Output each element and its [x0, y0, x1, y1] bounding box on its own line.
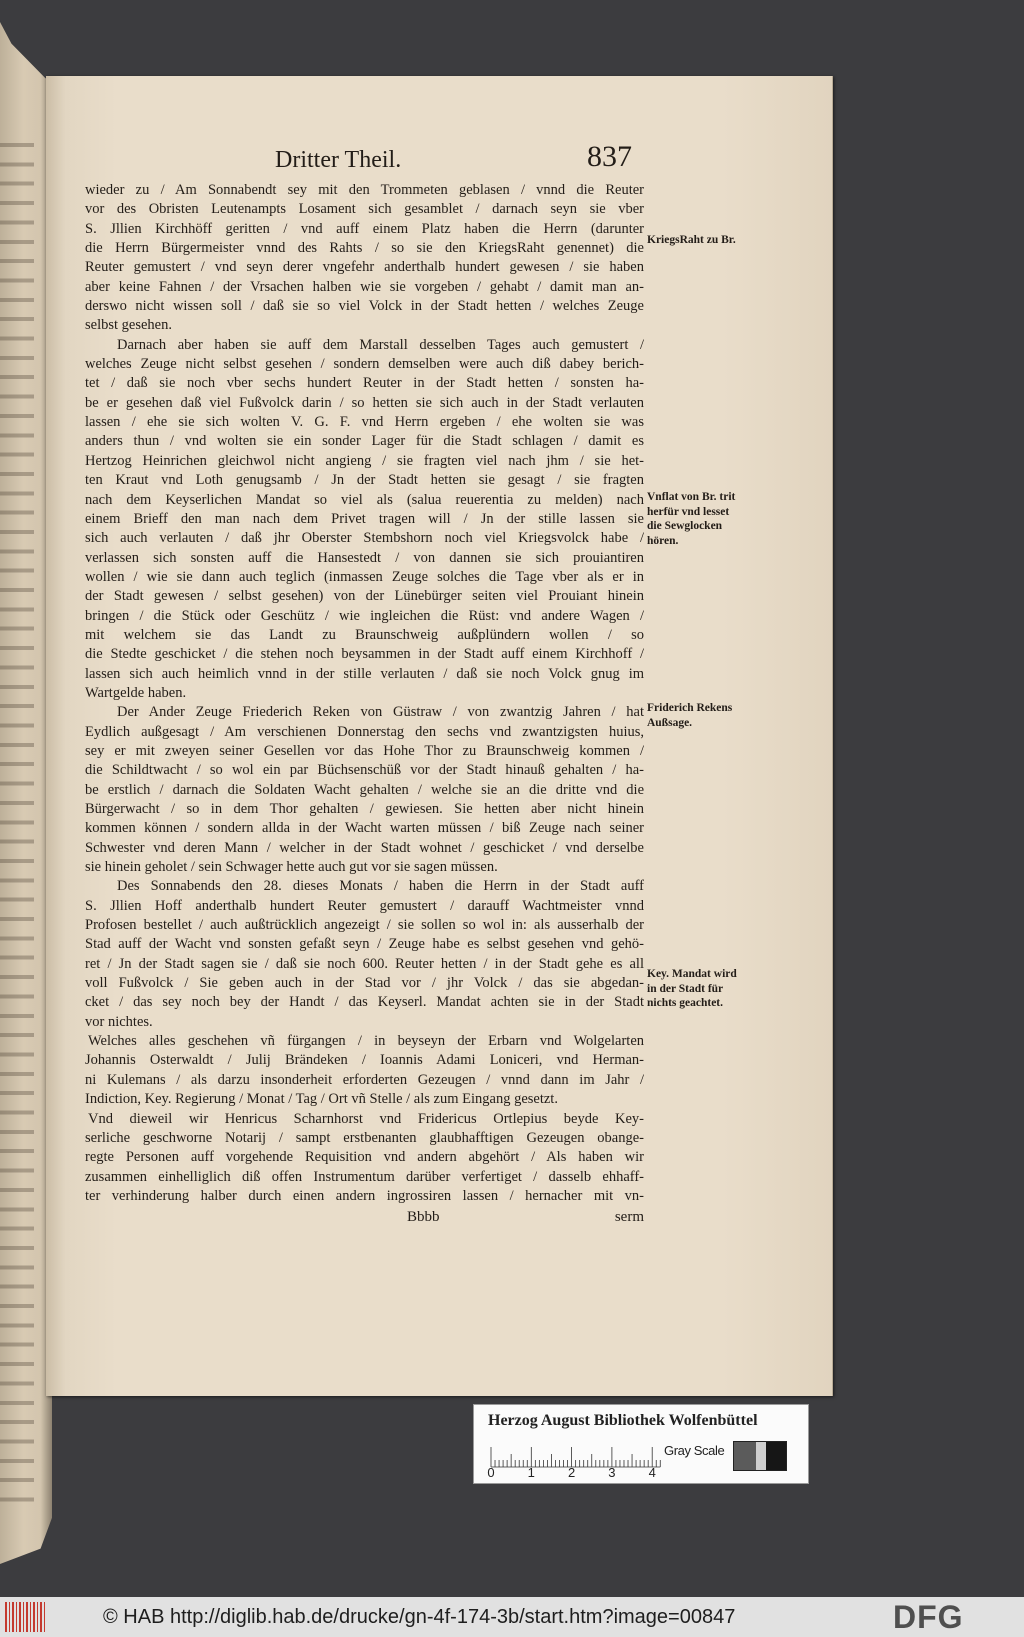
text-line: Reuter gemustert / vnd seyn derer vngefehr anderthalb hundert gewesen / sie haben [85, 259, 644, 276]
ruler-number: 4 [648, 1465, 656, 1480]
text-line: der Stadt gewesen / selbst gesehen) von der Lünebürger seiten viel Prouiant hinein [85, 588, 644, 605]
text-line: die Herrn Bürgermeister vnnd des Rahts / so sie den KriegsRaht genennet) die [85, 240, 644, 257]
text-line: Indiction, Key. Regierung / Monat / Tag / Ort vñ Stelle / als zum Eingang gesetzt. [85, 1091, 558, 1108]
text-line: anders thun / vnd wolten sie ein sonder Lager für die Stadt schlagen / damit es [85, 433, 644, 450]
marginal-note [647, 967, 817, 1011]
catchword-line [85, 1207, 644, 1227]
marginal-note-line: in der Stadt für [647, 982, 724, 995]
text-line: Profosen bestellet / auch außtrücklich angezeigt / sie sollen so wol in: als ausserhalb der [85, 917, 644, 934]
gray-step-light [756, 1442, 766, 1470]
marginal-note-line: hören. [647, 534, 679, 547]
text-line: mit welchem sie das Landt zu Braunschweig außplündern wollen / so [85, 626, 644, 643]
text-line: Eydlich außgesagt / Am verschienen Donnerstag den sechs vnd zwantzigsten huius, [85, 723, 644, 740]
paragraph [85, 703, 644, 877]
text-line: vor nichtes. [85, 1013, 153, 1030]
ruler-number: 3 [608, 1465, 616, 1480]
text-line: Des Sonnabends den 28. dieses Monats / haben die Herrn in der Stadt auff [117, 878, 644, 895]
text-line: ten Kraut vnd Loth genugsamb / Jn der Stadt hetten sie gesagt / sie fragten [85, 472, 644, 489]
marginal-note-line: Vnflat von Br. trit [647, 491, 736, 503]
marginal-note-line: Friderich Rekens [647, 702, 733, 714]
gray-scale-label: Gray Scale [664, 1443, 725, 1458]
text-line: S. Jllien Kirchhöff geritten / vnd auff einem Platz haben die Herrn (darunter [85, 220, 644, 237]
text-line: Vnd dieweil wir Henricus Scharnhorst vnd Fridericus Ortlepius beyde Key- [88, 1110, 644, 1127]
copyright-url: © HAB http://diglib.hab.de/drucke/gn-4f-174-3b/start.htm?image=00847 [103, 1606, 736, 1628]
text-line: wollen / wie sie dann auch teglich (inmassen Zeuge solches die Tage vber als er in [85, 568, 644, 585]
text-line: lassen / ehe sie sich wolten V. G. F. vnd Herrn ergeben / ehe wolten sie was [85, 414, 644, 431]
text-line: ret / Jn der Stadt sagen sie / daß sie noch 600. Reuter hetten / in der Stadt gehe es all [85, 955, 644, 972]
text-line: Hertzog Heinrichen gleichwol nicht angieng / sie fragten viel nach jhm / sie het- [85, 452, 644, 469]
text-line: tet / daß sie noch vber sechs hundert Reuter in der Stadt hetten / sonsten ha- [85, 375, 644, 392]
left-page-edge [0, 22, 52, 1564]
paragraph [85, 877, 644, 1032]
text-line: Bürgerwacht / so in dem Thor gehalten / gewiesen. Sie hetten aber nicht hinein [85, 801, 644, 817]
text-line: nach dem Keyserlichen Mandat so viel als (salua reuerentia zu melden) nach [85, 491, 644, 508]
book-page [46, 76, 833, 1396]
text-line: ter verhinderung halber durch einen andern ingrossiren lassen / hernacher mit vn- [85, 1187, 644, 1204]
left-page-text-fragments [0, 132, 34, 1512]
paragraph [85, 181, 644, 336]
paragraph [85, 1032, 644, 1109]
text-line: S. Jllien Hoff anderthalb hundert Reuter gemustert / darauff Wachtmeister vnnd [85, 897, 644, 914]
marginal-note-line: Key. Mandat wird [647, 968, 737, 980]
marginal-note [647, 490, 817, 548]
text-line: Welches alles geschehen vñ fürgangen / in beyseyn der Erbarn vnd Wolgelarten [88, 1033, 644, 1050]
catchword: serm [614, 1209, 644, 1225]
text-line: Der Ander Zeuge Friederich Reken von Güstraw / von zwantzig Jahren / hat [117, 704, 644, 721]
text-line: voll Fußvolck / Sie geben auch in der Stad vor / jhr Volck / das sie abgedan- [85, 975, 644, 992]
body-text [85, 181, 644, 1206]
text-line: bringen / die Stück oder Geschütz / wie ingleichen die Rüst: vnd andere Wagen / [85, 607, 644, 624]
text-line: die Schildtwacht / so wol ein par Büchsenschüß vor der Stadt hinauß gehalten / ha- [85, 762, 644, 779]
text-line: Stad auff der Wacht vnd sonsten gefaßt seyn / Zeuge habe es selbst gesehen vnd gehö- [85, 936, 644, 953]
text-line: die Stedte geschicket / die stehen noch beysammen in der Stadt auff einem Kirchhoff / [85, 646, 644, 663]
text-line: sey er mit zweyen seiner Gesellen vor das Hohe Thor zu Braunschweig kommen / [85, 742, 644, 759]
text-line: Wartgelde haben. [85, 684, 187, 701]
paragraph [85, 336, 644, 704]
dfg-logo: DFG [893, 1599, 964, 1635]
color-card [473, 1404, 809, 1484]
marginal-note-line: KriegsRaht zu Br. [647, 234, 736, 246]
ruler-number: 1 [527, 1465, 535, 1480]
hab-barcode-icon [5, 1602, 45, 1632]
text-line: sich auch verlauten / daß jhr Oberster Stembshorn noch viel Kriegsvolck habe / [85, 530, 644, 547]
marginal-note-line: nichts geachtet. [647, 997, 724, 1009]
color-card-title: Herzog August Bibliothek Wolfenbüttel [488, 1412, 758, 1429]
signature-mark: Bbbb [407, 1209, 440, 1225]
text-line: kommen können / sondern allda in der Wacht warten müssen / biß Zeuge nach seiner [85, 820, 644, 837]
text-line: Darnach aber haben sie auff dem Marstall desselben Tages auch gemustert / [117, 336, 644, 353]
paragraph [85, 1110, 644, 1207]
text-line: vor des Obristen Leutenampts Losament sich gesamblet / darnach seyn sie vber [85, 201, 644, 218]
page-number: 837 [587, 140, 632, 173]
text-line: wieder zu / Am Sonnabendt sey mit den Trommeten geblasen / vnnd die Reuter [85, 182, 644, 198]
ruler-number: 0 [487, 1465, 495, 1480]
running-head: Dritter Theil. [275, 147, 402, 173]
text-line: lassen sich auch heimlich vnnd in der stille verlauten / daß sie noch Volck gnug im [85, 665, 644, 682]
text-line: Johannis Osterwaldt / Julij Brändeken / Ioannis Adami Loniceri, vnd Herman- [85, 1052, 644, 1069]
marginal-note [647, 701, 817, 730]
gray-step-black [766, 1442, 786, 1470]
marginal-note [647, 233, 817, 248]
text-line: Schwester vnd deren Mann / welcher in der Stadt wohnet / geschicket / vnd derselbe [85, 839, 644, 856]
text-line: verlassen sich sonsten auff die Hansestedt / von dannen sie sich prouiantiren [85, 549, 644, 566]
marginal-note-line: herfür vnd lesset [647, 505, 730, 518]
text-line: welches Zeuge nicht selbst gesehen / sondern demselben were auch diß dabey berich- [85, 356, 644, 373]
marginal-note-line: Außsage. [647, 716, 693, 729]
text-line: cket / das sey noch bey der Handt / das Keyserl. Mandat achten sie in der Stadt [85, 994, 644, 1011]
text-line: ni Kulemans / als darzu insonderheit erforderten Gezeugen / vnnd dann im Jahr / [85, 1071, 644, 1088]
text-line: serliche geschworne Notarij / sampt erstbenanten glaubhafftigen Gezeugen obange- [85, 1129, 644, 1146]
footer-bar [0, 1597, 1024, 1637]
text-line: derswo nicht wissen soll / daß sie so viel Volck in der Stadt hetten / welches Zeuge [85, 298, 644, 315]
text-line: selbst gesehen. [85, 317, 172, 334]
text-line: be erstlich / darnach die Soldaten Wacht gehalten / welche sie an die dritte vnd die [85, 781, 644, 798]
gray-step-dark [734, 1442, 756, 1470]
text-line: einem Brieff den man nach dem Privet tragen will / Jn der stille lassen sie [85, 510, 644, 527]
gray-scale-patch [733, 1441, 787, 1471]
ruler-number: 2 [567, 1465, 576, 1480]
text-line: aber keine Fahnen / der Vrsachen halben wie sie vorgeben / gehabt / damit man an- [85, 278, 644, 295]
text-line: regte Personen auff vorgehende Requisition vnd andern abgehört / Als haben wir [85, 1149, 644, 1166]
marginal-note-line: die Sewglocken [647, 520, 723, 532]
text-line: sie hinein geholet / sein Schwager hette auch gut vor sie sagen müssen. [85, 859, 498, 876]
text-line: be er gesehen daß viel Fußvolck darin / so hetten sie sich auch in der Stadt verlauten [85, 394, 644, 411]
text-line: zusammen einhelliglich diß offen Instrumentum darüber verfertiget / dasselb ehhaff- [85, 1168, 644, 1185]
